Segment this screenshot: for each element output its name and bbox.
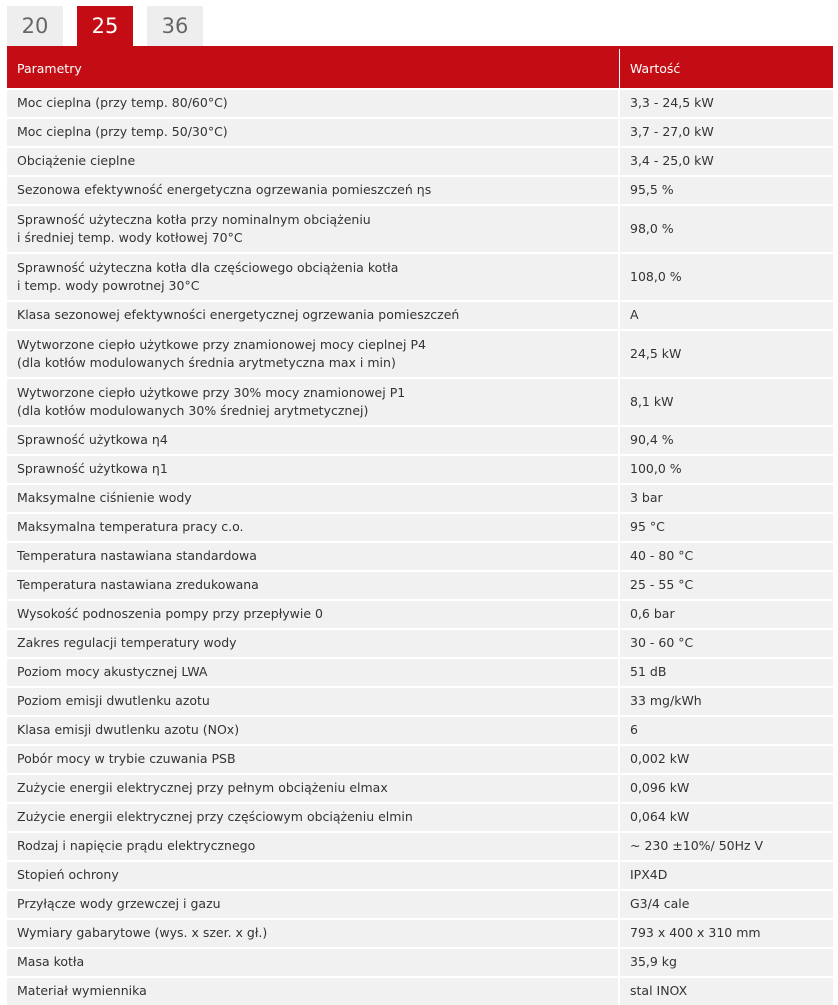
table-row [7, 831, 833, 860]
table-row [7, 744, 833, 773]
table-row [7, 175, 833, 204]
param-label: Wysokość podnoszenia pompy przy przepływie 0 [17, 606, 323, 622]
table-row [7, 628, 833, 657]
table-row [7, 918, 833, 947]
table-row [7, 889, 833, 918]
param-cell [7, 379, 620, 425]
param-label: Moc cieplna (przy temp. 80/60°C) [17, 95, 228, 111]
value-cell: 6 [630, 722, 638, 738]
table-row [7, 329, 833, 377]
param-cell [7, 891, 620, 918]
param-cell [7, 775, 620, 802]
param-label: Obciążenie cieplne [17, 153, 136, 169]
param-label: Temperatura nastawiana zredukowana [17, 577, 259, 593]
param-cell [7, 572, 620, 599]
table-row [7, 657, 833, 686]
param-cell [7, 90, 620, 117]
value-cell: 3,7 - 27,0 kW [630, 124, 714, 140]
table-row [7, 512, 833, 541]
table-row [7, 860, 833, 889]
param-label: Zużycie energii elektrycznej przy częściowym obciążeniu elmin [17, 809, 413, 825]
param-cell [7, 862, 620, 889]
param-label: Wymiary gabarytowe (wys. x szer. x gł.) [17, 925, 268, 941]
value-cell: 3,4 - 25,0 kW [630, 153, 714, 169]
table-body [7, 88, 833, 1005]
value-cell: 793 x 400 x 310 mm [630, 925, 761, 941]
param-label: Sezonowa efektywność energetyczna ogrzewania pomieszczeń ηs [17, 182, 432, 198]
header-value: Wartość [630, 61, 681, 76]
value-cell: G3/4 cale [630, 896, 690, 912]
value-cell: 0,6 bar [630, 606, 675, 622]
table-row [7, 483, 833, 512]
value-cell: 0,002 kW [630, 751, 690, 767]
param-label: Stopień ochrony [17, 867, 119, 883]
table-row [7, 715, 833, 744]
tab-20[interactable]: 20 [7, 6, 63, 46]
value-cell: stal INOX [630, 983, 688, 999]
table-row [7, 947, 833, 976]
param-label: Temperatura nastawiana standardowa [17, 548, 257, 564]
param-label: Maksymalna temperatura pracy c.o. [17, 519, 244, 535]
table-row [7, 976, 833, 1005]
param-cell [7, 119, 620, 146]
table-row [7, 300, 833, 329]
value-cell: 51 dB [630, 664, 667, 680]
param-label: Klasa emisji dwutlenku azotu (NOx) [17, 722, 240, 738]
param-cell [7, 148, 620, 175]
table-row [7, 117, 833, 146]
param-cell [7, 717, 620, 744]
param-label: Przyłącze wody grzewczej i gazu [17, 896, 221, 912]
param-cell [7, 920, 620, 947]
param-label: Moc cieplna (przy temp. 50/30°C) [17, 124, 228, 140]
value-cell: ~ 230 ±10%/ 50Hz V [630, 838, 764, 854]
param-label: Zakres regulacji temperatury wody [17, 635, 237, 651]
value-cell: 33 mg/kWh [630, 693, 702, 709]
table-row [7, 541, 833, 570]
param-label: Wytworzone ciepło użytkowe przy 30% mocy znamionowej P1 (dla kotłów modulowanych 30% średniej arytmetycznej) [17, 384, 406, 418]
param-label: Masa kotła [17, 954, 85, 970]
value-cell: 95 °C [630, 519, 665, 535]
param-label: Zużycie energii elektrycznej przy pełnym obciążeniu elmax [17, 780, 388, 796]
table-row [7, 146, 833, 175]
param-cell [7, 804, 620, 831]
spec-table [7, 49, 833, 1005]
value-cell: 3,3 - 24,5 kW [630, 95, 714, 111]
param-cell [7, 833, 620, 860]
table-row [7, 686, 833, 715]
param-label: Rodzaj i napięcie prądu elektrycznego [17, 838, 256, 854]
param-cell [7, 302, 620, 329]
param-cell [7, 543, 620, 570]
value-cell: 40 - 80 °C [630, 548, 694, 564]
param-label: Maksymalne ciśnienie wody [17, 490, 192, 506]
value-cell: 30 - 60 °C [630, 635, 694, 651]
param-cell [7, 978, 620, 1005]
value-cell: 100,0 % [630, 461, 682, 477]
param-cell [7, 688, 620, 715]
param-label: Poziom emisji dwutlenku azotu [17, 693, 210, 709]
value-cell: 108,0 % [630, 268, 682, 284]
value-cell: IPX4D [630, 867, 668, 883]
param-label: Sprawność użyteczna kotła dla częściowego obciążenia kotła i temp. wody powrotnej 30°C [17, 259, 399, 293]
value-cell: 24,5 kW [630, 345, 682, 361]
value-cell: 8,1 kW [630, 393, 674, 409]
param-label: Poziom mocy akustycznej LWA [17, 664, 208, 680]
table-row [7, 599, 833, 628]
param-label: Wytworzone ciepło użytkowe przy znamionowej mocy cieplnej P4 (dla kotłów modulowanych średnia arytmetyczna max i min) [17, 336, 426, 370]
param-cell [7, 630, 620, 657]
param-cell [7, 177, 620, 204]
table-header [7, 49, 833, 88]
table-row [7, 204, 833, 252]
table-row [7, 802, 833, 831]
param-cell [7, 427, 620, 454]
tab-36[interactable]: 36 [147, 6, 203, 46]
table-row [7, 88, 833, 117]
value-cell: 3 bar [630, 490, 663, 506]
param-cell [7, 485, 620, 512]
param-cell [7, 254, 620, 300]
param-cell [7, 331, 620, 377]
table-row [7, 454, 833, 483]
value-cell: 90,4 % [630, 432, 674, 448]
param-cell [7, 514, 620, 541]
param-cell [7, 601, 620, 628]
table-row [7, 252, 833, 300]
param-label: Sprawność użytkowa η1 [17, 461, 168, 477]
param-cell [7, 746, 620, 773]
param-cell [7, 206, 620, 252]
param-cell [7, 949, 620, 976]
value-cell: A [630, 307, 639, 323]
param-cell [7, 456, 620, 483]
value-cell: 35,9 kg [630, 954, 677, 970]
tab-25[interactable]: 25 [77, 6, 133, 46]
table-row [7, 377, 833, 425]
value-cell: 25 - 55 °C [630, 577, 694, 593]
param-label: Materiał wymiennika [17, 983, 147, 999]
table-row [7, 570, 833, 599]
value-cell: 98,0 % [630, 220, 674, 236]
table-row [7, 425, 833, 454]
param-cell [7, 659, 620, 686]
table-row [7, 773, 833, 802]
param-label: Sprawność użyteczna kotła przy nominalnym obciążeniu i średniej temp. wody kotłowej 70°C [17, 211, 371, 245]
value-cell: 0,064 kW [630, 809, 690, 825]
model-tabs [7, 6, 203, 46]
param-label: Klasa sezonowej efektywności energetycznej ogrzewania pomieszczeń [17, 307, 460, 323]
header-param: Parametry [7, 49, 620, 88]
param-label: Sprawność użytkowa η4 [17, 432, 168, 448]
value-cell: 95,5 % [630, 182, 674, 198]
param-label: Pobór mocy w trybie czuwania PSB [17, 751, 236, 767]
value-cell: 0,096 kW [630, 780, 690, 796]
